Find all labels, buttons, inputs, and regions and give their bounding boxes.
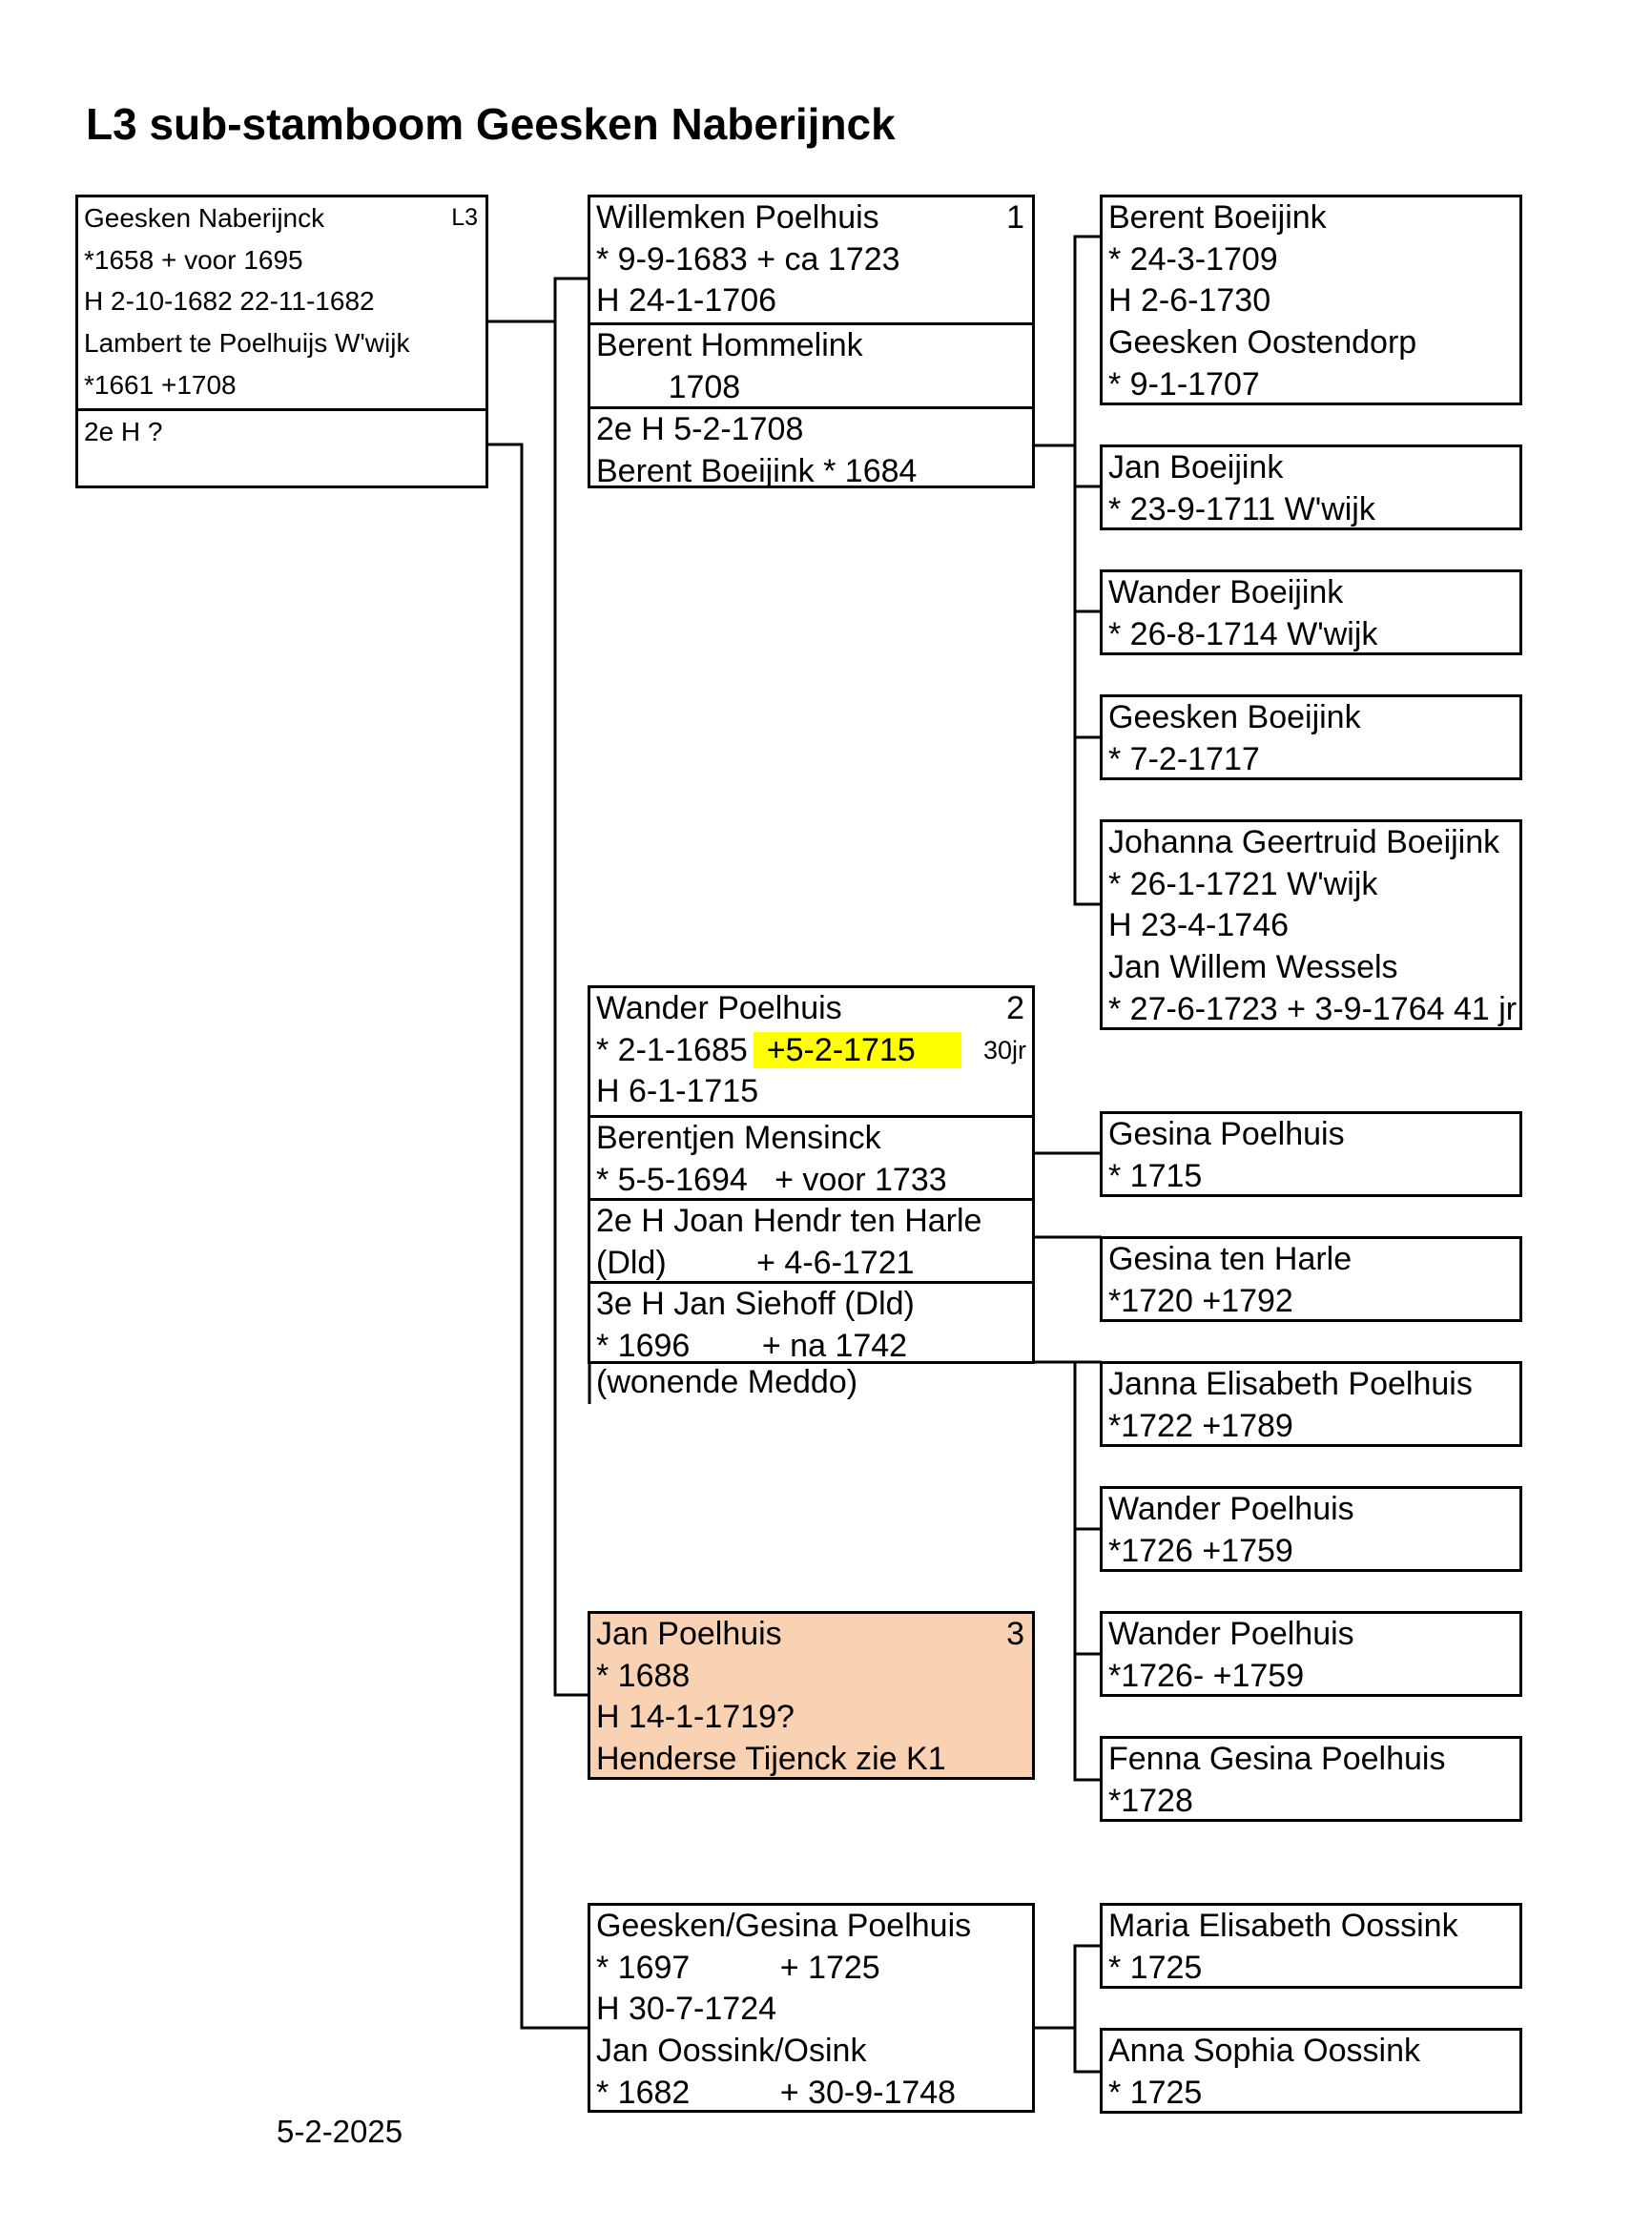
grandchild-name: Berent Boeijink xyxy=(1108,199,1327,236)
grandchild-info: * 1725 xyxy=(1108,2074,1203,2111)
page-title: L3 sub-stamboom Geesken Naberijnck xyxy=(86,99,896,149)
willemken-bracket xyxy=(1075,237,1102,904)
grandchild-info: * 1725 xyxy=(1108,1949,1203,1986)
grandchild-box xyxy=(1100,2028,1522,2114)
grandchild-info: * 1715 xyxy=(1108,1157,1203,1194)
root-husband-dates: *1661 +1708 xyxy=(84,369,237,400)
willemken-main xyxy=(590,197,1032,322)
root-second-marriage-text: 2e H ? xyxy=(84,417,163,446)
grandchild-info: * 7-2-1717 xyxy=(1108,740,1260,777)
geesken-gesina-dates: * 1697 + 1725 xyxy=(596,1949,880,1986)
wander-second-marriage: 2e H Joan Hendr ten Harle xyxy=(596,1203,982,1239)
willemken-second xyxy=(590,406,1032,488)
grandchild-box xyxy=(1100,569,1522,655)
grandchild-box xyxy=(1100,1111,1522,1197)
jan-num: 3 xyxy=(1006,1616,1024,1652)
grandchild-info: *1728 xyxy=(1108,1782,1193,1819)
grandchild-name: Maria Elisabeth Oossink xyxy=(1108,1908,1458,1944)
root-husband: Lambert te Poelhuijs W'wijk xyxy=(84,328,410,359)
willemken-spouse-name: Berent Hommelink xyxy=(596,327,863,363)
document-date: 5-2-2025 xyxy=(277,2114,403,2149)
willemken-name: Willemken Poelhuis 1 xyxy=(590,197,1032,239)
jan-birth: * 1688 xyxy=(596,1657,691,1694)
grandchild-info: * 23-9-1711 W'wijk xyxy=(1108,490,1375,527)
geesken-gesina-spouse-dates: * 1682 + 30-9-1748 xyxy=(596,2074,957,2111)
jan-box xyxy=(588,1611,1035,1780)
grandchild-info: Jan Willem Wessels xyxy=(1108,949,1398,986)
wander-spouse xyxy=(590,1115,1032,1198)
jan-name: Jan Poelhuis 3 xyxy=(590,1614,1032,1656)
grandchild-box xyxy=(1100,1236,1522,1322)
grandchild-box xyxy=(1100,1486,1522,1572)
grandchild-box xyxy=(1100,1903,1522,1989)
grandchild-info: *1722 +1789 xyxy=(1108,1407,1293,1444)
grandchild-name: Jan Boeijink xyxy=(1108,449,1284,485)
grandchild-box xyxy=(1100,195,1522,405)
willemken-second-spouse: Berent Boeijink * 1684 xyxy=(596,452,918,489)
grandchild-info: H 23-4-1746 xyxy=(1108,907,1290,944)
wander-dates: * 2-1-1685 +5-2-1715 30jr xyxy=(590,1030,1032,1072)
willemken-box xyxy=(588,195,1035,488)
grandchild-info: * 9-1-1707 xyxy=(1108,365,1260,403)
wander-bracket xyxy=(1075,1362,1102,1780)
grandchild-info: H 2-6-1730 xyxy=(1108,282,1271,320)
wander-residence: (wonende Meddo) xyxy=(596,1364,858,1400)
grandchild-info: * 27-6-1723 + 3-9-1764 41 jr xyxy=(1108,990,1518,1027)
wander-age: 30jr xyxy=(982,1035,1026,1064)
grandchild-info: * 24-3-1709 xyxy=(1108,240,1278,278)
willemken-second-marriage: 2e H 5-2-1708 xyxy=(596,411,804,447)
root-code: L3 xyxy=(451,204,478,231)
grandchild-name: Janna Elisabeth Poelhuis xyxy=(1108,1366,1473,1402)
willemken-dates: * 9-9-1683 + ca 1723 xyxy=(596,240,900,278)
grandchild-name: Gesina ten Harle xyxy=(1108,1241,1353,1277)
wander-spouse-name: Berentjen Mensinck xyxy=(596,1120,881,1156)
root-link xyxy=(486,279,589,321)
geesken-gesina-box xyxy=(588,1903,1035,2113)
grandchild-info: *1726- +1759 xyxy=(1108,1657,1305,1694)
gesina-bracket xyxy=(1075,1946,1102,2072)
willemken-spouse xyxy=(590,322,1032,406)
root-couple xyxy=(78,197,485,408)
wander-marriage: H 6-1-1715 xyxy=(596,1073,759,1110)
grandchild-box xyxy=(1100,444,1522,530)
wander-second xyxy=(590,1198,1032,1281)
grandchild-name: Anna Sophia Oossink xyxy=(1108,2033,1420,2069)
grandchild-name: Geesken Boeijink xyxy=(1108,699,1361,735)
willemken-num: 1 xyxy=(1006,199,1024,236)
grandchild-name: Gesina Poelhuis xyxy=(1108,1116,1345,1152)
wander-box xyxy=(588,985,1035,1364)
root-marriage: H 2-10-1682 22-11-1682 xyxy=(84,286,375,317)
wander-third xyxy=(590,1281,1032,1364)
grandchild-box xyxy=(1100,819,1522,1030)
geesken-gesina-name: Geesken/Gesina Poelhuis xyxy=(596,1908,972,1944)
grandchild-info: * 26-8-1714 W'wijk xyxy=(1108,615,1378,652)
wander-main xyxy=(590,988,1032,1115)
trunk-2 xyxy=(486,444,589,2028)
jan-spouse: Henderse Tijenck zie K1 xyxy=(596,1741,946,1778)
grandchild-info: *1720 +1792 xyxy=(1108,1282,1293,1319)
grandchild-name: Wander Poelhuis xyxy=(1108,1616,1354,1652)
grandchild-box xyxy=(1100,1361,1522,1447)
grandchild-name: Fenna Gesina Poelhuis xyxy=(1108,1741,1446,1777)
root-dates: *1658 + voor 1695 xyxy=(84,244,303,275)
grandchild-box xyxy=(1100,694,1522,780)
geesken-gesina-spouse: Jan Oossink/Osink xyxy=(596,2033,867,2070)
wander-num: 2 xyxy=(1006,990,1024,1026)
grandchild-name: Johanna Geertruid Boeijink xyxy=(1108,824,1500,860)
wander-third-marriage: 3e H Jan Siehoff (Dld) xyxy=(596,1286,915,1322)
grandchild-info: * 26-1-1721 W'wijk xyxy=(1108,865,1378,902)
grandchild-info: Geesken Oostendorp xyxy=(1108,324,1417,362)
wander-third-dates: * 1696 + na 1742 xyxy=(596,1327,908,1364)
root-name: Geesken Naberijnck L3 xyxy=(78,197,485,239)
jan-marriage: H 14-1-1719? xyxy=(596,1699,795,1736)
grandchild-box xyxy=(1100,1611,1522,1697)
grandchild-box xyxy=(1100,1736,1522,1822)
wander-name: Wander Poelhuis 2 xyxy=(590,988,1032,1030)
geesken-gesina-marriage: H 30-7-1724 xyxy=(596,1991,777,2028)
wander-death-highlight: +5-2-1715 xyxy=(754,1032,961,1068)
grandchild-name: Wander Poelhuis xyxy=(1108,1491,1354,1527)
grandchild-name: Wander Boeijink xyxy=(1108,574,1344,610)
grandchild-info: *1726 +1759 xyxy=(1108,1532,1293,1569)
root-box xyxy=(75,195,488,488)
wander-second-dates: (Dld) + 4-6-1721 xyxy=(596,1244,915,1281)
wander-spouse-dates: * 5-5-1694 + voor 1733 xyxy=(596,1161,947,1198)
root-second-marriage xyxy=(78,408,485,485)
trunk-1 xyxy=(555,279,589,1695)
willemken-marriage: H 24-1-1706 xyxy=(596,282,777,320)
willemken-spouse-year: 1708 xyxy=(596,368,741,405)
